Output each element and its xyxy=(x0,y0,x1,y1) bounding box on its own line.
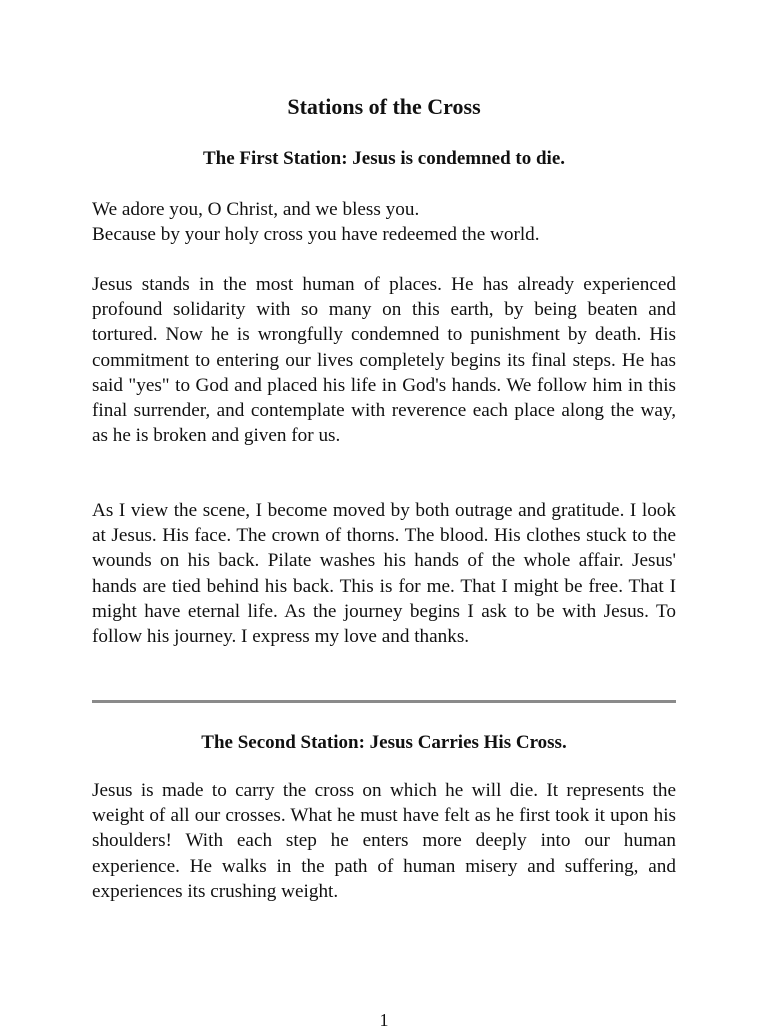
station-1-paragraph-1: Jesus stands in the most human of places. He has already experienced profound solidarity with so many on this earth, by being beaten and tortured. Now he is wrongfully condemned to punishment by death. His commitment to entering our lives completely begins its final steps. He has said "yes" to God and placed his life in God's hands. We follow him in this final surrender, and contemplate with reverence each place along the way, as he is broken and given for us. xyxy=(92,274,676,447)
station-1-prayer xyxy=(92,197,676,247)
station-1-heading: The First Station: Jesus is condemned to die. xyxy=(202,148,566,169)
section-divider xyxy=(92,700,676,703)
page-number: 1 xyxy=(379,1010,389,1030)
page-title: Stations of the Cross xyxy=(287,94,481,119)
prayer-line-2: Because by your holy cross you have redeemed the world. xyxy=(92,224,540,246)
station-2-heading: The Second Station: Jesus Carries His Cross. xyxy=(201,732,567,753)
prayer-line-1: We adore you, O Christ, and we bless you. xyxy=(92,199,420,220)
station-2-paragraph-1: Jesus is made to carry the cross on which he will die. It represents the weight of all our crosses. What he must have felt as he first took it upon his shoulders! With each step he enters more deeply into our human experience. He walks in the path of human misery and suffering, and experiences its crushing weight. xyxy=(92,780,676,902)
station-1-paragraph-2: As I view the scene, I become moved by both outrage and gratitude. I look at Jesus. His face. The crown of thorns. The blood. His clothes stuck to the wounds on his back. Pilate washes his hands of the whole affair. Jesus' hands are tied behind his back. This is for me. That I might be free. That I might have eternal life. As the journey begins I ask to be with Jesus. To follow his journey. I express my love and thanks. xyxy=(92,500,676,648)
